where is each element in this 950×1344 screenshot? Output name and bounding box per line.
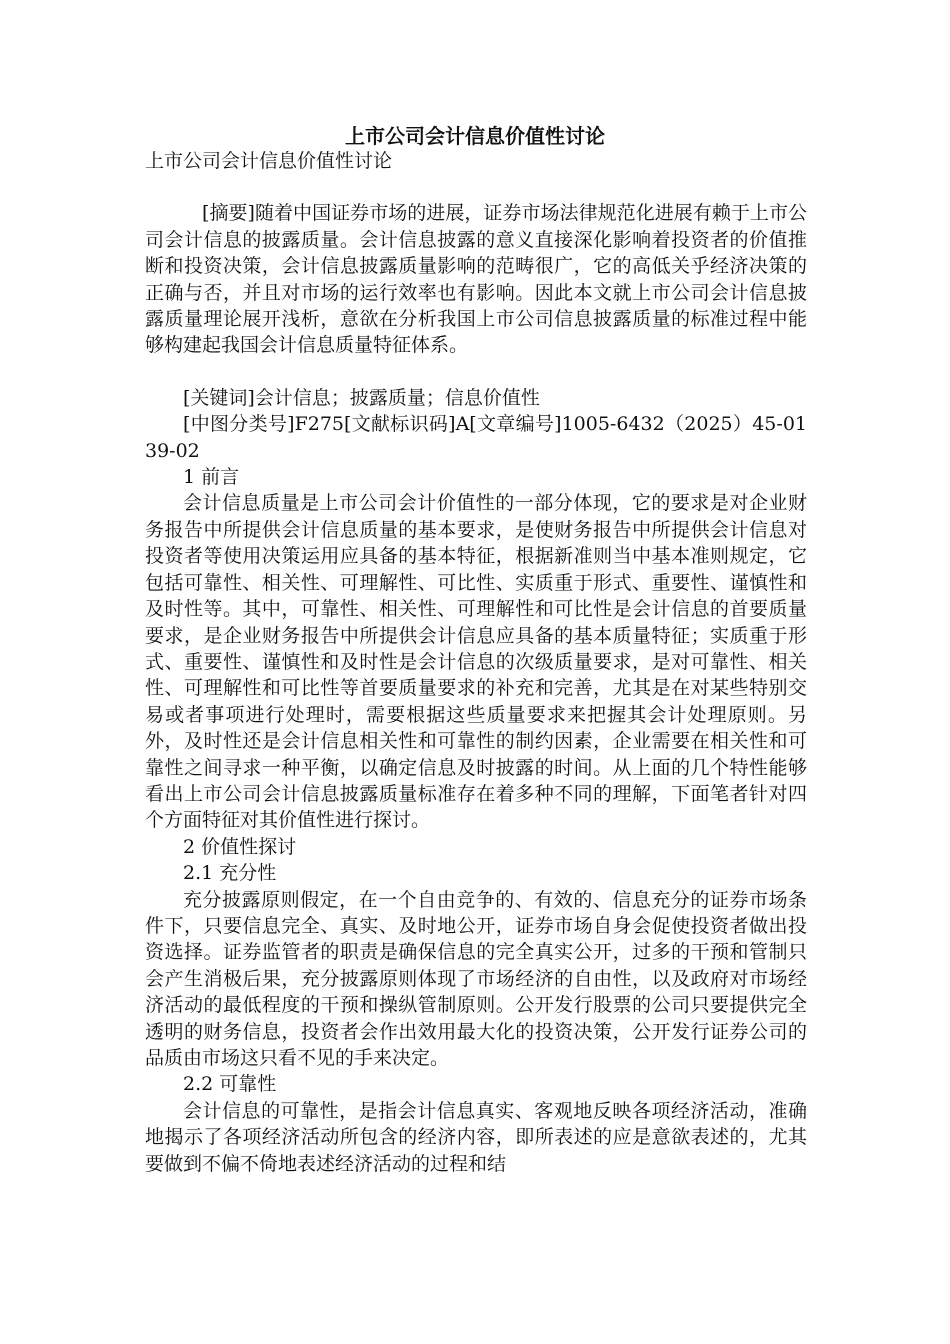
section-2-1-heading: 2.1 充分性 (183, 862, 277, 885)
keywords-line: [关键词]会计信息；披露质量；信息价值性 (183, 386, 540, 409)
document-body (145, 148, 807, 1177)
document-subtitle: 上市公司会计信息价值性讨论 (145, 150, 393, 172)
section-2-heading: 2 价值性探讨 (183, 835, 297, 858)
document-title: 上市公司会计信息价值性讨论 (345, 124, 605, 148)
section-2-2-body: 会计信息的可靠性，是指会计信息真实、客观地反映各项经济活动，准确地揭示了各项经济活动所包含的经济内容，即所表述的应是意欲表述的，尤其要做到不偏不倚地表述经济活动的过程和结 (145, 1099, 807, 1175)
section-2-2-heading: 2.2 可靠性 (183, 1073, 277, 1096)
classification-line: [中图分类号]F275[文献标识码]A[文章编号]1005-6432（2025）45-0139-02 (145, 413, 807, 462)
section-2-1-body: 充分披露原则假定，在一个自由竞争的、有效的、信息充分的证券市场条件下，只要信息完全、真实、及时地公开，证券市场自身会促使投资者做出投资选择。证券监管者的职责是确保信息的完全真实公开，过多的干预和管制只会产生消极后果，充分披露原则体现了市场经济的自由性，以及政府对市场经济活动的最低程度的干预和操纵管制原则。公开发行股票的公司只要提供完全透明的财务信息，投资者会作出效用最大化的投资决策，公开发行证券公司的品质由市场这只看不见的手来决定。 (145, 888, 807, 1069)
spacer (145, 174, 807, 200)
section-1-heading: 1 前言 (183, 466, 240, 489)
section-1-body: 会计信息质量是上市公司会计价值性的一部分体现，它的要求是对企业财务报告中所提供会计信息质量的基本要求，是使财务报告中所提供会计信息对投资者等使用决策运用应具备的基本特征，根据新准则当中基本准则规定，它包括可靠性、相关性、可理解性、可比性、实质重于形式、重要性、谨慎性和及时性等。其中，可靠性、相关性、可理解性和可比性是会计信息的首要质量要求，是企业财务报告中所提供会计信息应具备的基本质量特征；实质重于形式、重要性、谨慎性和及时性是会计信息的次级质量要求，是对可靠性、相关性、可理解性和可比性等首要质量要求的补充和完善，尤其是在对某些特别交易或者事项进行处理时，需要根据这些质量要求来把握其会计处理原则。另外，及时性还是会计信息相关性和可靠性的制约因素，企业需要在相关性和可靠性之间寻求一种平衡，以确定信息及时披露的时间。从上面的几个特性能够看出上市公司会计信息披露质量标准存在着多种不同的理解，下面笔者针对四个方面特征对其价值性进行探讨。 (145, 492, 807, 832)
abstract-paragraph: [摘要]随着中国证券市场的进展，证券市场法律规范化进展有赖于上市公司会计信息的披露质量。会计信息披露的意义直接深化影响着投资者的价值推断和投资决策，会计信息披露质量影响的范畴很广，它的高低关乎经济决策的正确与否，并且对市场的运行效率也有影响。因此本文就上市公司会计信息披露质量理论展开浅析，意欲在分析我国上市公司信息披露质量的标准过程中能够构建起我国会计信息质量特征体系。 (145, 202, 807, 357)
spacer (145, 359, 807, 385)
